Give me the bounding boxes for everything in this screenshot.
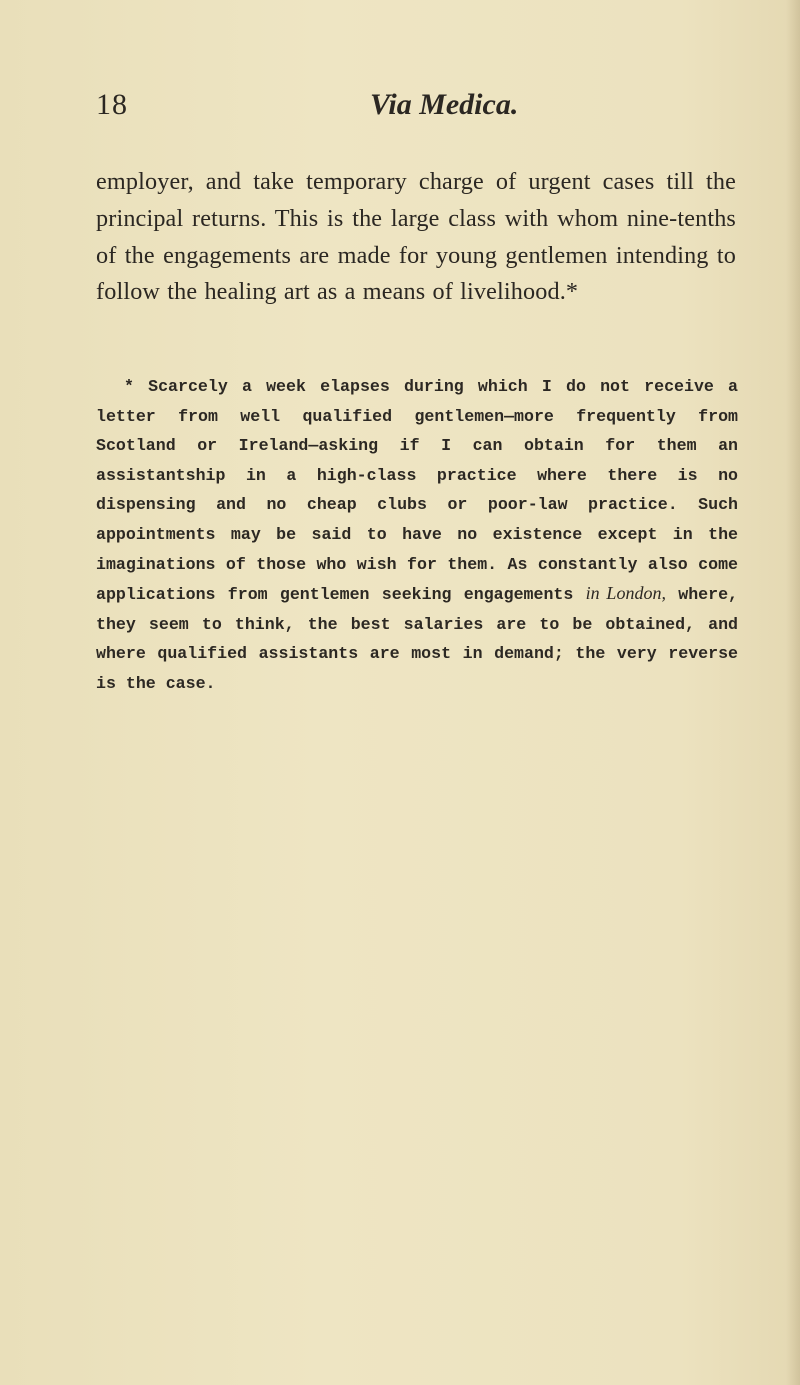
running-title: Via Medica. (370, 88, 519, 121)
footnote-text-start: * Scarcely a week elapses during which I do not receive a letter from well qualified gentlemen—more frequently from Scotland or Ireland—asking if I can obtain for them an assistantship in a high-class practice where there is no dispensing and no cheap clubs or poor-law practice. Such appointments may be said to have no existence except in the imaginations of those who wish for them. As constantly also come applications from gentlemen seeking engagements (96, 377, 738, 605)
body-paragraph: employer, and take temporary charge of urgent cases till the principal returns. This is the large class with whom nine-tenths of the engagements are made for young gentlemen intending to follow the healing art as a means of livelihood.* (96, 168, 736, 306)
page-number: 18 (96, 88, 128, 121)
footnote (96, 372, 738, 699)
footnote-italic-text: in London, (585, 583, 666, 604)
page-edge-shadow (786, 0, 800, 1385)
footnote-text-end: where, they seem to think, the best salaries are to be obtained, and where qualified assistants are most in demand; the very reverse is the case. (96, 585, 738, 693)
running-head (96, 88, 736, 128)
